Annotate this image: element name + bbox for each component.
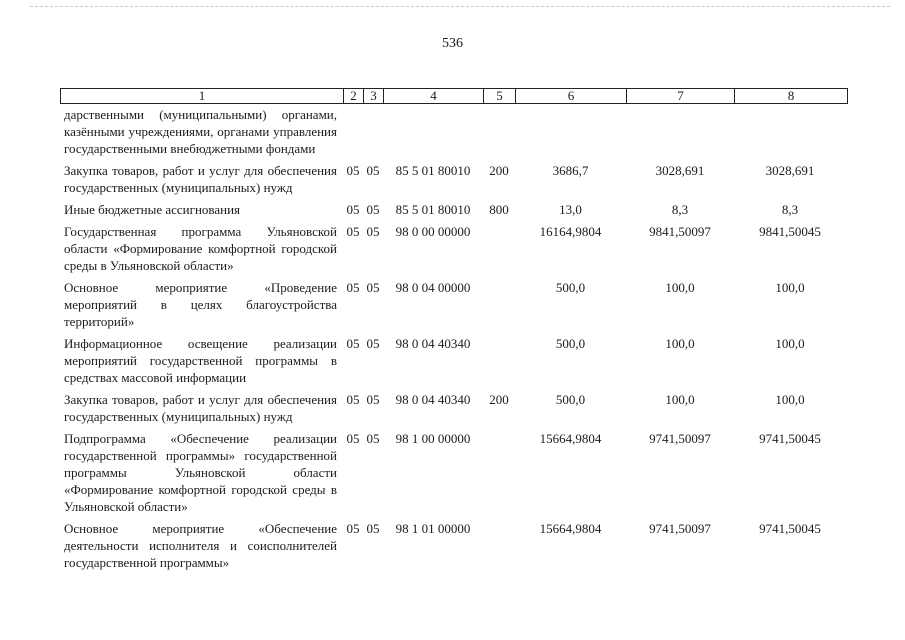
- row-amount-col-7: 9741,50097: [649, 431, 711, 446]
- page-number: 536: [442, 36, 463, 51]
- row-amount-col-6: 500,0: [555, 280, 586, 295]
- row-target-article-code: 98 0 04 00000: [395, 280, 471, 295]
- row-subsection-code: 05: [366, 224, 380, 239]
- table-row: [60, 279, 850, 330]
- row-amount-col-8: 9841,50045: [759, 224, 821, 239]
- table-row: [60, 223, 850, 274]
- header-col-3: 3: [364, 89, 384, 103]
- row-amount-col-6: 15664,9804: [539, 431, 602, 446]
- header-col-6: 6: [516, 89, 627, 103]
- table-row: [60, 430, 850, 515]
- row-amount-col-8: 100,0: [775, 280, 805, 295]
- row-description: Основное мероприятие «Проведение мероприятий в целях благоустройства территорий»: [64, 280, 337, 329]
- scan-edge-artifact: [30, 6, 890, 7]
- row-subsection-code: 05: [366, 521, 380, 536]
- header-col-7: 7: [627, 89, 735, 103]
- row-section-code: 05: [346, 224, 360, 239]
- row-subsection-code: 05: [366, 280, 380, 295]
- row-subsection-code: 05: [366, 392, 380, 407]
- header-col-2: 2: [344, 89, 364, 103]
- row-section-code: 05: [346, 392, 360, 407]
- row-expense-type-code: 200: [489, 392, 509, 407]
- row-amount-col-6: 16164,9804: [539, 224, 602, 239]
- row-description: Основное мероприятие «Обеспечение деятельности исполнителя и соисполнителей государственной программы»: [64, 521, 337, 570]
- table-row: [60, 335, 850, 386]
- row-amount-col-7: 9741,50097: [649, 521, 711, 536]
- row-description: Государственная программа Ульяновской области «Формирование комфортной городской среды в Ульяновской области»: [64, 224, 337, 273]
- row-target-article-code: 98 1 01 00000: [395, 521, 471, 536]
- row-amount-col-8: 8,3: [781, 202, 799, 217]
- row-description: Иные бюджетные ассигнования: [64, 202, 241, 217]
- row-amount-col-6: 500,0: [555, 392, 586, 407]
- row-amount-col-7: 9841,50097: [649, 224, 711, 239]
- row-target-article-code: 85 5 01 80010: [395, 163, 471, 178]
- row-amount-col-6: 15664,9804: [539, 521, 602, 536]
- table-row: [60, 162, 850, 196]
- row-target-article-code: 98 0 04 40340: [395, 392, 471, 407]
- row-description: дарственными (муниципальными) органами, казёнными учреждениями, органами управления государственными внебюджетными фондами: [64, 107, 337, 156]
- header-col-8: 8: [787, 88, 795, 103]
- row-description: Информационное освещение реализации мероприятий государственной программы в средствах массовой информации: [64, 336, 337, 385]
- row-section-code: 05: [346, 163, 360, 178]
- row-description: Закупка товаров, работ и услуг для обеспечения государственных (муниципальных) нужд: [64, 163, 337, 195]
- row-amount-col-8: 3028,691: [765, 163, 815, 178]
- row-amount-col-7: 100,0: [665, 392, 695, 407]
- row-expense-type-code: 200: [489, 163, 509, 178]
- row-target-article-code: 85 5 01 80010: [395, 202, 471, 217]
- row-amount-col-7: 100,0: [665, 280, 695, 295]
- row-target-article-code: 98 0 04 40340: [395, 336, 471, 351]
- row-section-code: 05: [346, 202, 360, 217]
- row-subsection-code: 05: [366, 202, 380, 217]
- row-expense-type-code: 800: [489, 202, 509, 217]
- row-subsection-code: 05: [366, 163, 380, 178]
- row-description: Подпрограмма «Обеспечение реализации государственной программы» государственной программы Ульяновской области «Формирование комфортной городской среды в Ульяновской области»: [64, 431, 337, 514]
- header-col-4: 4: [384, 89, 484, 103]
- row-amount-col-8: 9741,50045: [759, 431, 821, 446]
- row-subsection-code: 05: [366, 431, 380, 446]
- row-amount-col-7: 3028,691: [655, 163, 705, 178]
- row-target-article-code: 98 0 00 00000: [395, 224, 471, 239]
- header-col-5: 5: [484, 89, 516, 103]
- table-row: [60, 520, 850, 571]
- row-amount-col-6: 13,0: [559, 202, 582, 217]
- row-amount-col-6: 500,0: [555, 336, 586, 351]
- row-section-code: 05: [346, 431, 360, 446]
- table-body: [60, 106, 850, 576]
- row-amount-col-8: 100,0: [775, 336, 805, 351]
- row-section-code: 05: [346, 336, 360, 351]
- row-amount-col-8: 100,0: [775, 392, 805, 407]
- table-row: [60, 106, 850, 157]
- row-section-code: 05: [346, 280, 360, 295]
- row-amount-col-7: 8,3: [671, 202, 689, 217]
- row-amount-col-6: 3686,7: [552, 163, 589, 178]
- row-description: Закупка товаров, работ и услуг для обеспечения государственных (муниципальных) нужд: [64, 392, 337, 424]
- table-row: [60, 201, 850, 218]
- table-row: [60, 391, 850, 425]
- row-subsection-code: 05: [366, 336, 380, 351]
- row-amount-col-8: 9741,50045: [759, 521, 821, 536]
- row-section-code: 05: [346, 521, 360, 536]
- row-target-article-code: 98 1 00 00000: [395, 431, 471, 446]
- table-header-row: [60, 88, 848, 104]
- row-amount-col-7: 100,0: [665, 336, 695, 351]
- header-col-1: 1: [61, 89, 344, 103]
